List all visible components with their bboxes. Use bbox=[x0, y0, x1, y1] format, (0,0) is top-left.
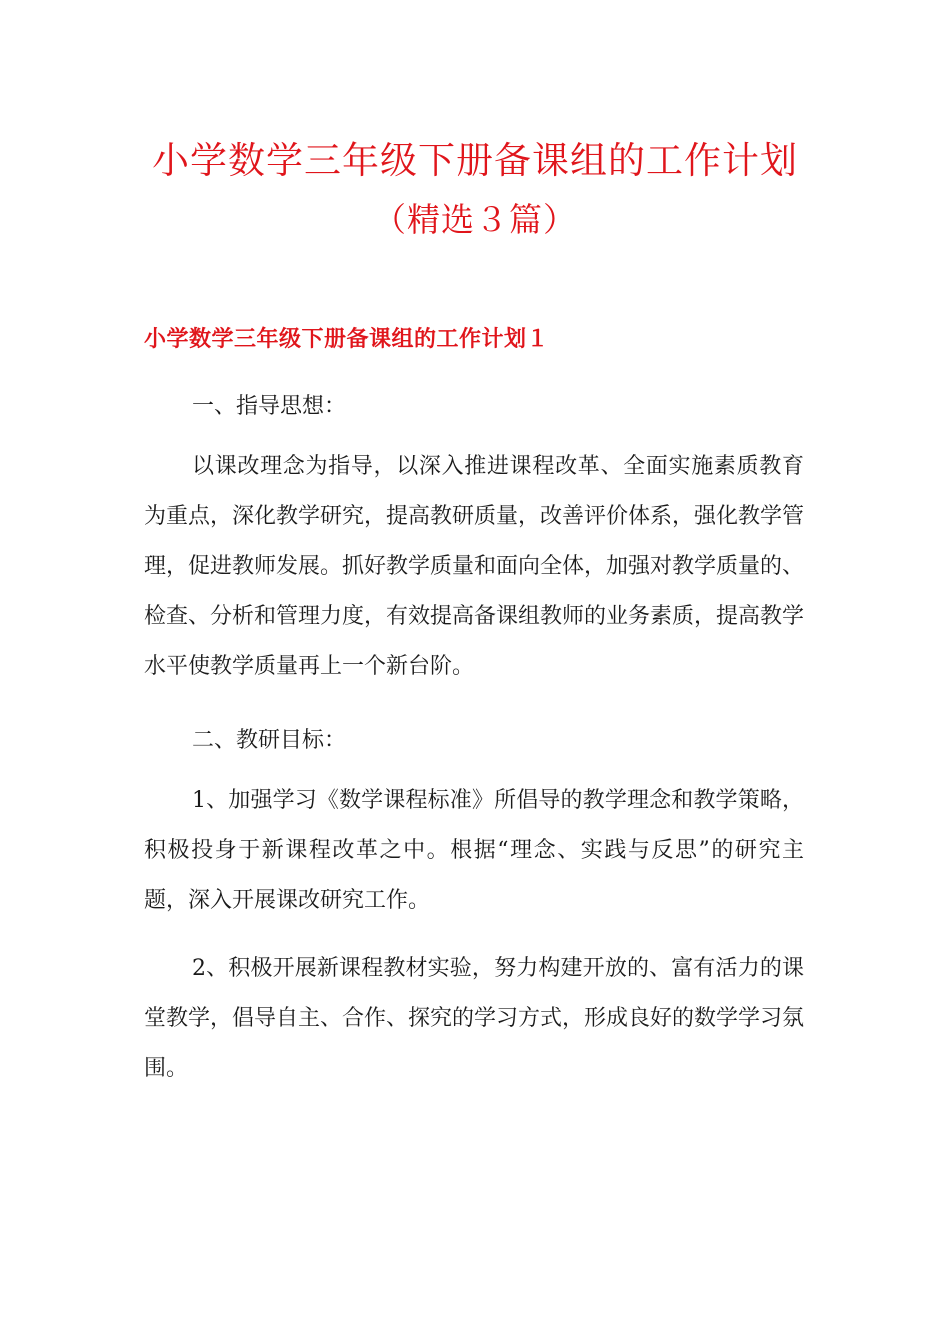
section-heading: 小学数学三年级下册备课组的工作计划１ bbox=[144, 327, 550, 352]
document-title: 小学数学三年级下册备课组的工作计划 bbox=[152, 139, 798, 182]
subheading-research-goals: 二、教研目标： bbox=[192, 728, 347, 753]
document-subtitle: （精选３篇） bbox=[373, 200, 577, 239]
paragraph-goal-1: 1、加强学习《数学课程标准》所倡导的教学理念和教学策略，积极投身于新课程改革之中。根据“理念、实践与反思”的研究主题，深入开展课改研究工作。 bbox=[144, 788, 804, 913]
paragraph-guiding-ideology: 以课改理念为指导，以深入推进课程改革、全面实施素质教育为重点，深化教学研究，提高教研质量，改善评价体系，强化教学管理，促进教师发展。抓好教学质量和面向全体，加强对教学质量的、检查、分析和管理力度，有效提高备课组教师的业务素质，提高教学水平使教学质量再上一个新台阶。 bbox=[144, 454, 805, 679]
subheading-guiding-ideology: 一、指导思想： bbox=[192, 394, 347, 419]
paragraph-goal-2: 2、积极开展新课程教材实验，努力构建开放的、富有活力的课堂教学，倡导自主、合作、探究的学习方式，形成良好的数学学习氛围。 bbox=[144, 956, 805, 1081]
